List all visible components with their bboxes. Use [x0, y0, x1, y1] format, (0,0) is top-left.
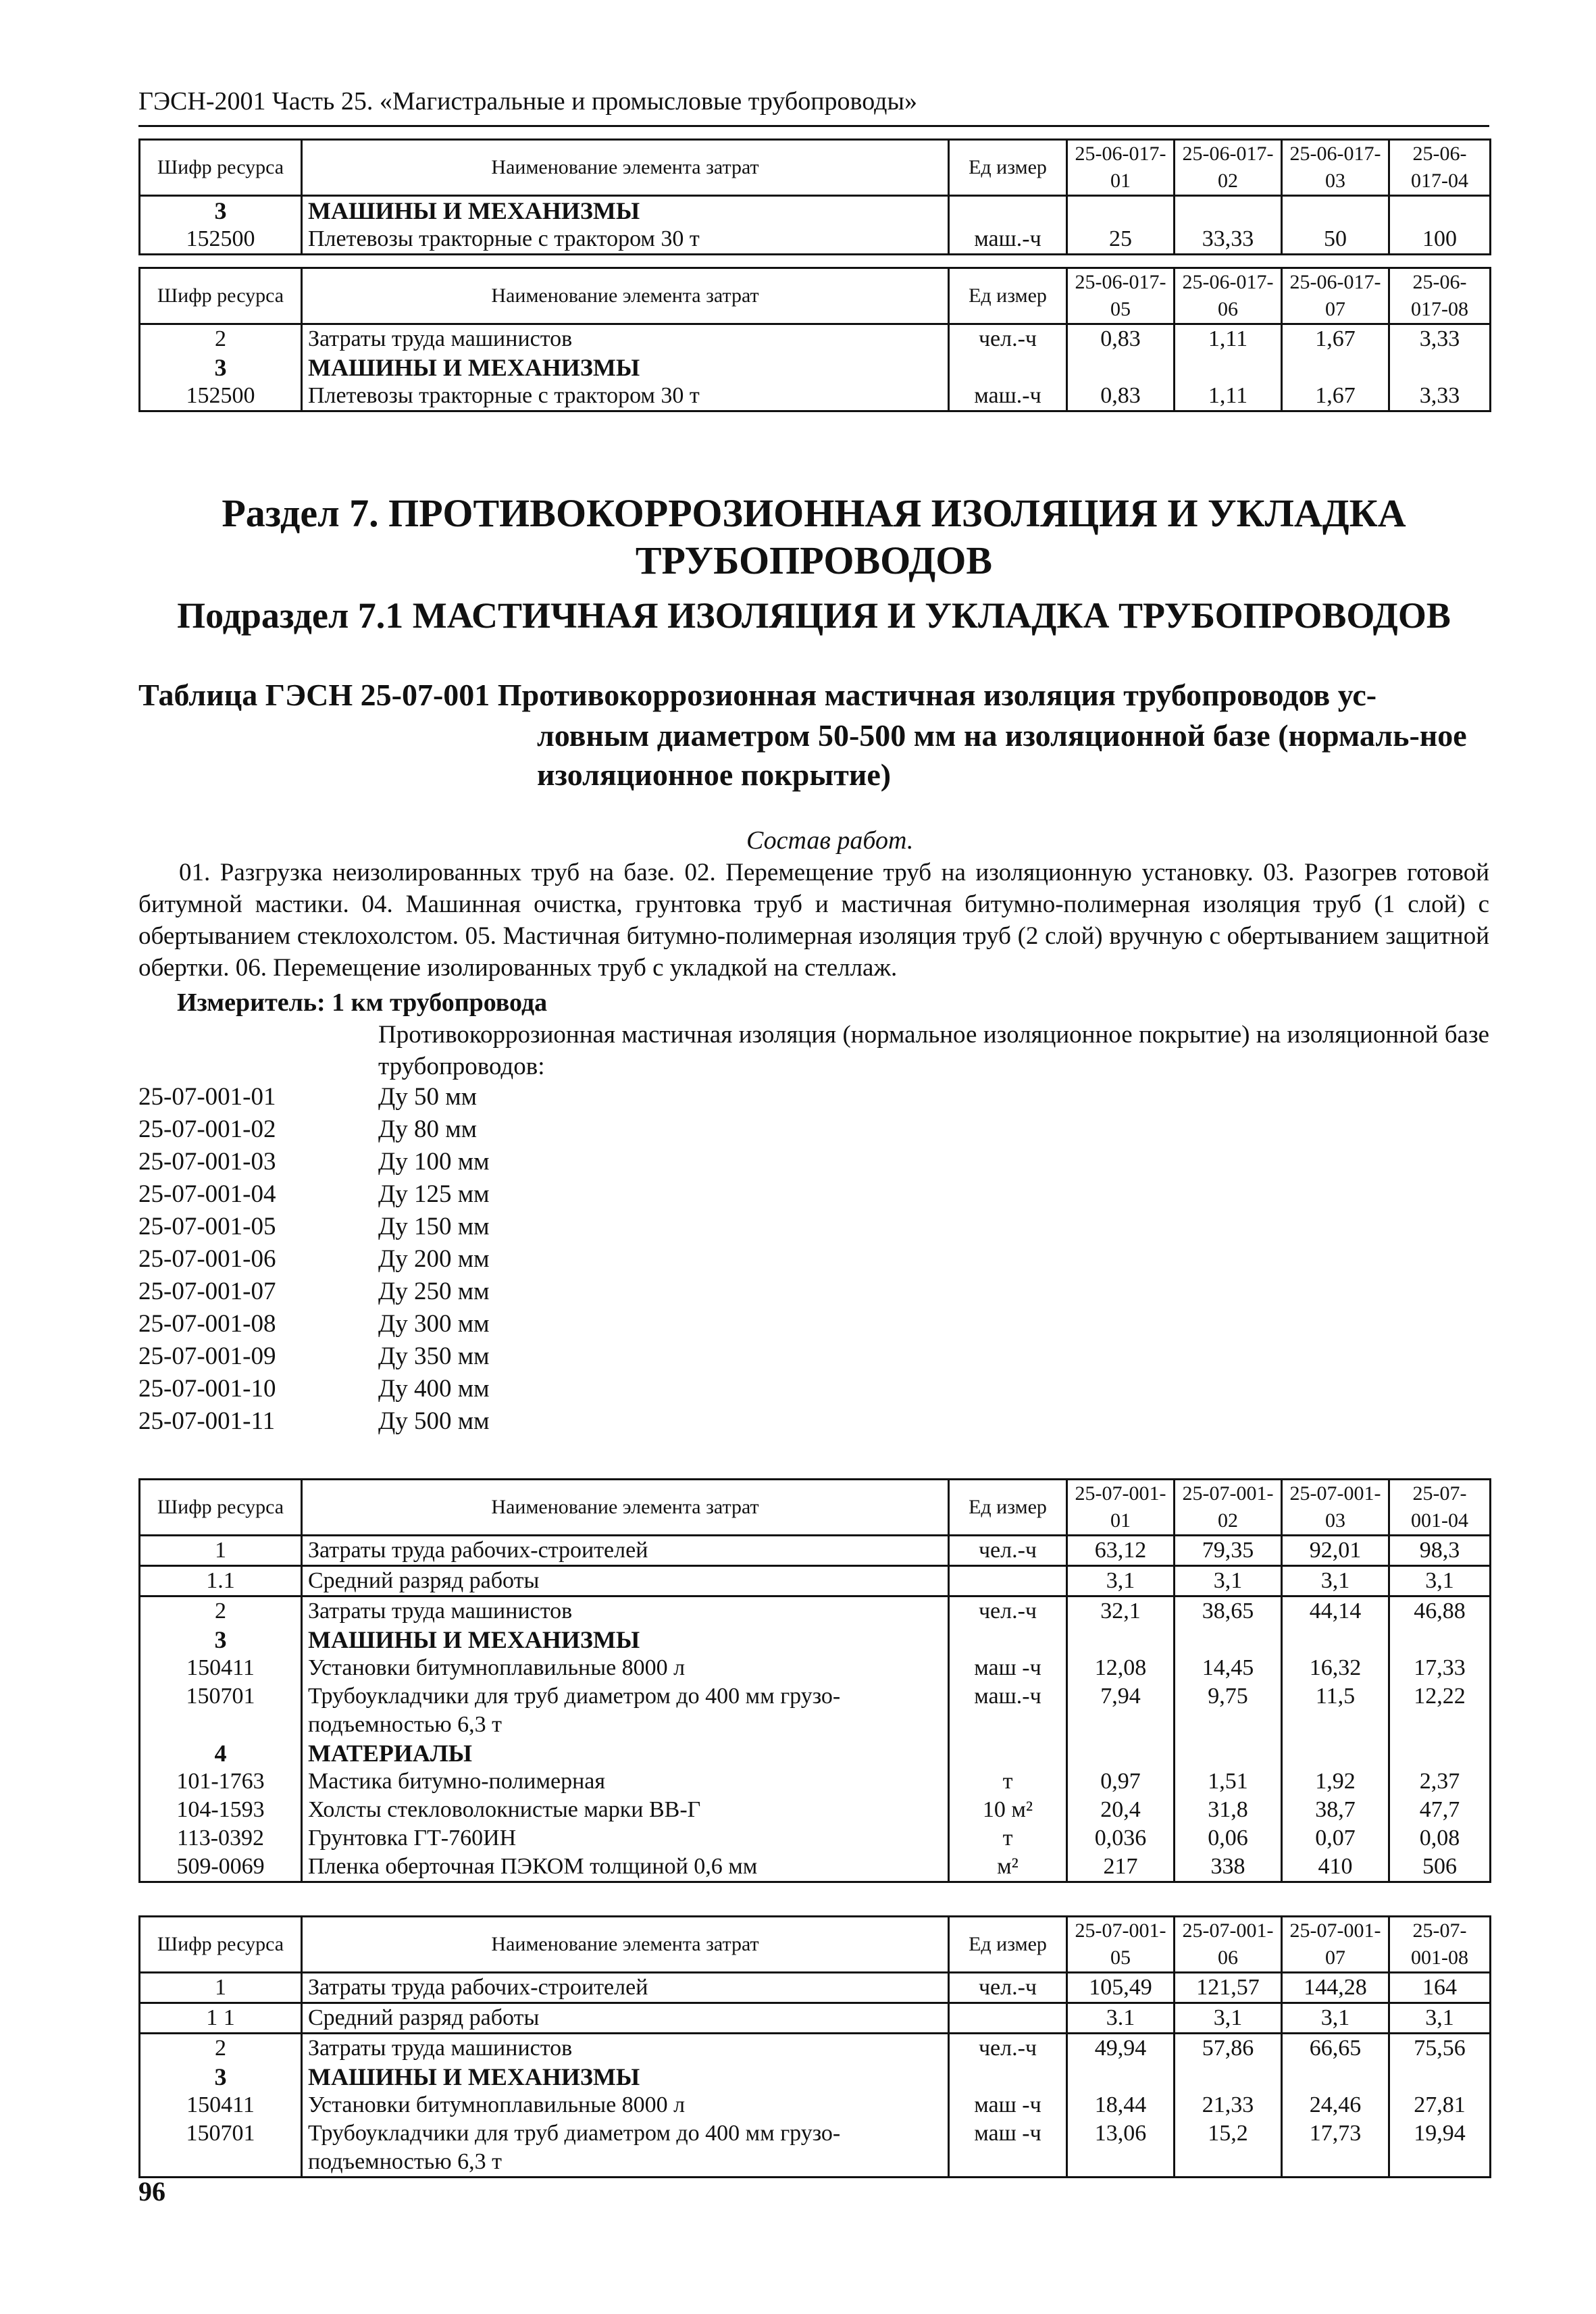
norm-code-row: [138, 1308, 490, 1340]
header-norm-code: 25-07-001-04: [1389, 1480, 1491, 1536]
norm-code-row: [138, 1405, 490, 1438]
header-rule: [138, 125, 1489, 127]
cell-value: 3,33: [1389, 324, 1491, 354]
header-name: Наименование элемента затрат: [302, 140, 949, 196]
cell-code: 101-1763: [140, 1767, 302, 1796]
cell-value: [1067, 196, 1175, 226]
cell-value: 0,97: [1067, 1767, 1175, 1796]
header-unit: Ед измер: [949, 140, 1067, 196]
cell-unit: маш.-ч: [949, 1682, 1067, 1739]
cell-code: 2: [140, 1596, 302, 1626]
cell-name: Плетевозы тракторные с трактором 30 т: [302, 382, 949, 411]
cell-value: [1282, 196, 1389, 226]
work-composition-text: 01. Разгрузка неизолированных труб на базе. 02. Перемещение труб на изоляционную установку. 03. Разогрев готовой битумной мастики. 04. Машинная очистка, грунтовка труб и мастичная битумно-полимерная изоляция труб (1 слой) с обертыванием стеклохолстом. 05. Мастичная битумно-полимерная изоляция труб (2 слой) вручную с обертыванием защитной обертки. 06. Перемещение изолированных труб с укладкой на стеллаж.: [138, 859, 1489, 982]
table-row: [140, 1824, 1491, 1853]
cell-value: 17,33: [1389, 1654, 1491, 1682]
resource-table-3: [138, 1478, 1491, 1883]
table-row: [140, 1973, 1491, 2003]
cell-value: 3,1: [1175, 1566, 1282, 1596]
table-row: [140, 196, 1491, 226]
cell-unit: маш -ч: [949, 2119, 1067, 2178]
table-row: [140, 225, 1491, 255]
cell-value: 98,3: [1389, 1536, 1491, 1566]
norm-code-label: Ду 350 мм: [378, 1342, 490, 1370]
cell-value: 164: [1389, 1973, 1491, 2003]
cell-code: 4: [140, 1739, 302, 1767]
cell-value: 75,56: [1389, 2034, 1491, 2063]
cell-value: 410: [1282, 1853, 1389, 1882]
cell-value: 57,86: [1175, 2034, 1282, 2063]
table-row: [140, 2119, 1491, 2178]
cell-value: [1282, 2063, 1389, 2091]
cell-value: 31,8: [1175, 1796, 1282, 1824]
cell-value: 1,11: [1175, 382, 1282, 411]
cell-name: МАШИНЫ И МЕХАНИЗМЫ: [302, 1626, 949, 1654]
table-header-row: [140, 268, 1491, 324]
cell-value: 0,83: [1067, 324, 1175, 354]
table-row: [140, 2003, 1491, 2034]
norm-code-label: Ду 150 мм: [378, 1213, 490, 1240]
cell-value: 3,1: [1282, 2003, 1389, 2034]
cell-value: [1282, 1626, 1389, 1654]
cell-unit: маш -ч: [949, 2091, 1067, 2119]
norm-code-row: [138, 1211, 490, 1243]
table-row: [140, 1796, 1491, 1824]
cell-value: 0,036: [1067, 1824, 1175, 1853]
header-norm-code: 25-07-001-02: [1175, 1480, 1282, 1536]
cell-value: 46,88: [1389, 1596, 1491, 1626]
header-norm-code: 25-07-001-07: [1282, 1917, 1389, 1973]
cell-value: [1282, 353, 1389, 382]
cell-value: 20,4: [1067, 1796, 1175, 1824]
norm-code: 25-07-001-04: [138, 1180, 276, 1208]
norm-code-row: [138, 1373, 490, 1405]
norm-code-row: [138, 1243, 490, 1276]
cell-value: 1,51: [1175, 1767, 1282, 1796]
cell-name: Пленка оберточная ПЭКОМ толщиной 0,6 мм: [302, 1853, 949, 1882]
cell-value: 144,28: [1282, 1973, 1389, 2003]
norm-code-row: [138, 1081, 490, 1113]
cell-value: [1389, 1739, 1491, 1767]
table-row: [140, 1596, 1491, 1626]
cell-value: [1067, 2063, 1175, 2091]
header-norm-code: 25-07-001-03: [1282, 1480, 1389, 1536]
cell-value: [1175, 196, 1282, 226]
norm-code: 25-07-001-10: [138, 1375, 276, 1403]
table-row: [140, 1682, 1491, 1739]
cell-name: Затраты труда рабочих-строителей: [302, 1536, 949, 1566]
cell-name: Мастика битумно-полимерная: [302, 1767, 949, 1796]
cell-value: [1175, 2063, 1282, 2091]
cell-code: 509-0069: [140, 1853, 302, 1882]
running-header: ГЭСН-2001 Часть 25. «Магистральные и промысловые трубопроводы»: [138, 87, 917, 116]
header-name: Наименование элемента затрат: [302, 1917, 949, 1973]
cell-value: 105,49: [1067, 1973, 1175, 2003]
cell-name: Затраты труда машинистов: [302, 2034, 949, 2063]
cell-value: 17,73: [1282, 2119, 1389, 2178]
header-unit: Ед измер: [949, 268, 1067, 324]
cell-value: 1,67: [1282, 382, 1389, 411]
cell-value: 0,06: [1175, 1824, 1282, 1853]
cell-name: Трубоукладчики для труб диаметром до 400 мм грузо-подъемностью 6,3 т: [302, 2119, 949, 2178]
norm-codes-list: [138, 1081, 490, 1438]
cell-code: 152500: [140, 225, 302, 255]
cell-value: 1,11: [1175, 324, 1282, 354]
norm-code-label: Ду 125 мм: [378, 1180, 490, 1208]
header-norm-code: 25-06-017-07: [1282, 268, 1389, 324]
cell-unit: маш -ч: [949, 1654, 1067, 1682]
norm-code: 25-07-001-03: [138, 1148, 276, 1176]
cell-unit: чел.-ч: [949, 2034, 1067, 2063]
subsection-title: Подраздел 7.1 МАСТИЧНАЯ ИЗОЛЯЦИЯ И УКЛАДКА ТРУБОПРОВОДОВ: [177, 595, 1451, 636]
table-row: [140, 1626, 1491, 1654]
cell-unit: [949, 2003, 1067, 2034]
cell-value: 0,07: [1282, 1824, 1389, 1853]
cell-value: 100: [1389, 225, 1491, 255]
cell-name: Средний разряд работы: [302, 2003, 949, 2034]
cell-value: 3,1: [1389, 1566, 1491, 1596]
cell-unit: [949, 2063, 1067, 2091]
cell-value: 1,67: [1282, 324, 1389, 354]
page-number: 96: [138, 2176, 165, 2207]
cell-value: 1,92: [1282, 1767, 1389, 1796]
cell-value: 50: [1282, 225, 1389, 255]
cell-value: 63,12: [1067, 1536, 1175, 1566]
cell-value: [1067, 353, 1175, 382]
cell-value: 32,1: [1067, 1596, 1175, 1626]
cell-unit: чел.-ч: [949, 324, 1067, 354]
cell-value: 121,57: [1175, 1973, 1282, 2003]
header-code: Шифр ресурса: [140, 140, 302, 196]
norm-code-row: [138, 1340, 490, 1373]
cell-code: 3: [140, 196, 302, 226]
cell-code: 3: [140, 1626, 302, 1654]
table-caption-continued: ловным диаметром 50-500 мм на изоляционной базе (нормаль-ное изоляционное покрытие): [537, 718, 1467, 792]
norm-code-label: Ду 50 мм: [378, 1083, 478, 1111]
header-norm-code: 25-06-017-02: [1175, 140, 1282, 196]
cell-value: 11,5: [1282, 1682, 1389, 1739]
cell-value: 3,1: [1389, 2003, 1491, 2034]
header-norm-code: 25-06-017-05: [1067, 268, 1175, 324]
cell-value: [1282, 1739, 1389, 1767]
norm-code-label: Ду 500 мм: [378, 1407, 490, 1435]
cell-value: 7,94: [1067, 1682, 1175, 1739]
norm-code-row: [138, 1113, 490, 1146]
cell-unit: [949, 1626, 1067, 1654]
header-norm-code: 25-06-017-06: [1175, 268, 1282, 324]
cell-unit: чел.-ч: [949, 1973, 1067, 2003]
header-code: Шифр ресурса: [140, 268, 302, 324]
cell-code: 150411: [140, 2091, 302, 2119]
cell-unit: т: [949, 1767, 1067, 1796]
cell-unit: маш.-ч: [949, 382, 1067, 411]
cell-value: [1175, 353, 1282, 382]
cell-value: [1389, 1626, 1491, 1654]
cell-code: 3: [140, 353, 302, 382]
cell-value: 13,06: [1067, 2119, 1175, 2178]
cell-value: 0,83: [1067, 382, 1175, 411]
norm-code-label: Ду 400 мм: [378, 1375, 490, 1403]
cell-value: 44,14: [1282, 1596, 1389, 1626]
cell-value: 3.1: [1067, 2003, 1175, 2034]
norm-code-row: [138, 1178, 490, 1211]
cell-value: 21,33: [1175, 2091, 1282, 2119]
header-norm-code: 25-06-017-01: [1067, 140, 1175, 196]
header-norm-code: 25-06-017-08: [1389, 268, 1491, 324]
header-norm-code: 25-07-001-05: [1067, 1917, 1175, 1973]
header-code: Шифр ресурса: [140, 1917, 302, 1973]
cell-code: 3: [140, 2063, 302, 2091]
table-row: [140, 324, 1491, 354]
cell-value: 27,81: [1389, 2091, 1491, 2119]
resource-table-4: [138, 1915, 1491, 2178]
cell-value: 47,7: [1389, 1796, 1491, 1824]
norm-code-label: Ду 300 мм: [378, 1310, 490, 1338]
table-caption: Таблица ГЭСН 25-07-001 Противокоррозионная мастичная изоляция трубопроводов ус-: [138, 678, 1377, 712]
cell-name: Плетевозы тракторные с трактором 30 т: [302, 225, 949, 255]
cell-code: 150701: [140, 2119, 302, 2178]
cell-code: 1 1: [140, 2003, 302, 2034]
table-row: [140, 2091, 1491, 2119]
norm-code-row: [138, 1276, 490, 1308]
cell-name: МАШИНЫ И МЕХАНИЗМЫ: [302, 2063, 949, 2091]
table-row: [140, 353, 1491, 382]
norm-code: 25-07-001-01: [138, 1083, 276, 1111]
cell-unit: чел.-ч: [949, 1536, 1067, 1566]
header-norm-code: 25-07-001-08: [1389, 1917, 1491, 1973]
header-name: Наименование элемента затрат: [302, 1480, 949, 1536]
cell-value: [1175, 1739, 1282, 1767]
table-row: [140, 1536, 1491, 1566]
table-row: [140, 2034, 1491, 2063]
cell-value: [1175, 1626, 1282, 1654]
cell-value: 38,7: [1282, 1796, 1389, 1824]
table-row: [140, 382, 1491, 411]
cell-name: Установки битумноплавильные 8000 л: [302, 1654, 949, 1682]
measurement-description: Противокоррозионная мастичная изоляция (нормальное изоляционное покрытие) на изоляционной базе трубопроводов:: [378, 1021, 1489, 1080]
cell-name: Холсты стекловолокнистые марки ВВ-Г: [302, 1796, 949, 1824]
cell-code: 113-0392: [140, 1824, 302, 1853]
measurement-unit: Измеритель: 1 км трубопровода: [177, 988, 548, 1017]
cell-value: 506: [1389, 1853, 1491, 1882]
cell-value: 49,94: [1067, 2034, 1175, 2063]
cell-code: 1: [140, 1536, 302, 1566]
table-header-row: [140, 140, 1491, 196]
norm-code: 25-07-001-07: [138, 1278, 276, 1305]
cell-unit: [949, 1566, 1067, 1596]
work-composition-heading: Состав работ.: [746, 826, 914, 855]
norm-code-label: Ду 80 мм: [378, 1115, 478, 1143]
table-row: [140, 1853, 1491, 1882]
table-row: [140, 1566, 1491, 1596]
cell-value: [1067, 1739, 1175, 1767]
cell-value: 19,94: [1389, 2119, 1491, 2178]
cell-unit: маш.-ч: [949, 225, 1067, 255]
table-row: [140, 1767, 1491, 1796]
cell-value: [1389, 2063, 1491, 2091]
cell-value: 33,33: [1175, 225, 1282, 255]
header-code: Шифр ресурса: [140, 1480, 302, 1536]
cell-name: МАТЕРИАЛЫ: [302, 1739, 949, 1767]
cell-value: 3,33: [1389, 382, 1491, 411]
cell-unit: [949, 196, 1067, 226]
cell-value: 18,44: [1067, 2091, 1175, 2119]
cell-value: [1389, 353, 1491, 382]
cell-value: 3,1: [1175, 2003, 1282, 2034]
norm-code: 25-07-001-08: [138, 1310, 276, 1338]
cell-value: 66,65: [1282, 2034, 1389, 2063]
header-unit: Ед измер: [949, 1480, 1067, 1536]
cell-value: 0,08: [1389, 1824, 1491, 1853]
cell-value: 25: [1067, 225, 1175, 255]
cell-value: 14,45: [1175, 1654, 1282, 1682]
norm-code-label: Ду 100 мм: [378, 1148, 490, 1176]
norm-code: 25-07-001-11: [138, 1407, 276, 1435]
header-norm-code: 25-06-017-03: [1282, 140, 1389, 196]
cell-value: 16,32: [1282, 1654, 1389, 1682]
table-row: [140, 1654, 1491, 1682]
norm-code: 25-07-001-06: [138, 1245, 276, 1273]
cell-name: Трубоукладчики для труб диаметром до 400 мм грузо-подъемностью 6,3 т: [302, 1682, 949, 1739]
cell-value: [1389, 196, 1491, 226]
section-title-line-1: Раздел 7. ПРОТИВОКОРРОЗИОННАЯ ИЗОЛЯЦИЯ И УКЛАДКА: [222, 491, 1406, 535]
cell-value: 92,01: [1282, 1536, 1389, 1566]
cell-code: 152500: [140, 382, 302, 411]
cell-value: 12,22: [1389, 1682, 1491, 1739]
table-row: [140, 1739, 1491, 1767]
cell-value: 12,08: [1067, 1654, 1175, 1682]
cell-unit: чел.-ч: [949, 1596, 1067, 1626]
header-norm-code: 25-07-001-06: [1175, 1917, 1282, 1973]
norm-code: 25-07-001-05: [138, 1213, 276, 1240]
table-header-row: [140, 1917, 1491, 1973]
cell-name: Установки битумноплавильные 8000 л: [302, 2091, 949, 2119]
cell-value: 79,35: [1175, 1536, 1282, 1566]
cell-unit: [949, 353, 1067, 382]
cell-name: Затраты труда машинистов: [302, 1596, 949, 1626]
cell-code: 104-1593: [140, 1796, 302, 1824]
norm-code-label: Ду 250 мм: [378, 1278, 490, 1305]
norm-code-label: Ду 200 мм: [378, 1245, 490, 1273]
cell-name: Затраты труда рабочих-строителей: [302, 1973, 949, 2003]
cell-value: 38,65: [1175, 1596, 1282, 1626]
section-title-line-2: ТРУБОПРОВОДОВ: [635, 538, 993, 582]
header-unit: Ед измер: [949, 1917, 1067, 1973]
cell-value: 3,1: [1067, 1566, 1175, 1596]
cell-code: 150411: [140, 1654, 302, 1682]
cell-unit: [949, 1739, 1067, 1767]
table-header-row: [140, 1480, 1491, 1536]
norm-code-row: [138, 1146, 490, 1178]
cell-value: 24,46: [1282, 2091, 1389, 2119]
cell-unit: т: [949, 1824, 1067, 1853]
norm-code: 25-07-001-02: [138, 1115, 276, 1143]
cell-name: Средний разряд работы: [302, 1566, 949, 1596]
cell-unit: 10 м²: [949, 1796, 1067, 1824]
cell-value: 217: [1067, 1853, 1175, 1882]
cell-code: 1.1: [140, 1566, 302, 1596]
resource-table-1: [138, 139, 1491, 255]
header-norm-code: 25-06-017-04: [1389, 140, 1491, 196]
header-name: Наименование элемента затрат: [302, 268, 949, 324]
cell-value: 338: [1175, 1853, 1282, 1882]
cell-value: 9,75: [1175, 1682, 1282, 1739]
cell-value: 3,1: [1282, 1566, 1389, 1596]
cell-value: 15,2: [1175, 2119, 1282, 2178]
cell-name: МАШИНЫ И МЕХАНИЗМЫ: [302, 353, 949, 382]
cell-name: Затраты труда машинистов: [302, 324, 949, 354]
cell-code: 2: [140, 324, 302, 354]
cell-code: 150701: [140, 1682, 302, 1739]
norm-code: 25-07-001-09: [138, 1342, 276, 1370]
cell-unit: м²: [949, 1853, 1067, 1882]
table-row: [140, 2063, 1491, 2091]
cell-value: 2,37: [1389, 1767, 1491, 1796]
cell-name: Грунтовка ГТ-760ИН: [302, 1824, 949, 1853]
cell-code: 1: [140, 1973, 302, 2003]
resource-table-2: [138, 267, 1491, 412]
header-norm-code: 25-07-001-01: [1067, 1480, 1175, 1536]
cell-name: МАШИНЫ И МЕХАНИЗМЫ: [302, 196, 949, 226]
cell-code: 2: [140, 2034, 302, 2063]
cell-value: [1067, 1626, 1175, 1654]
